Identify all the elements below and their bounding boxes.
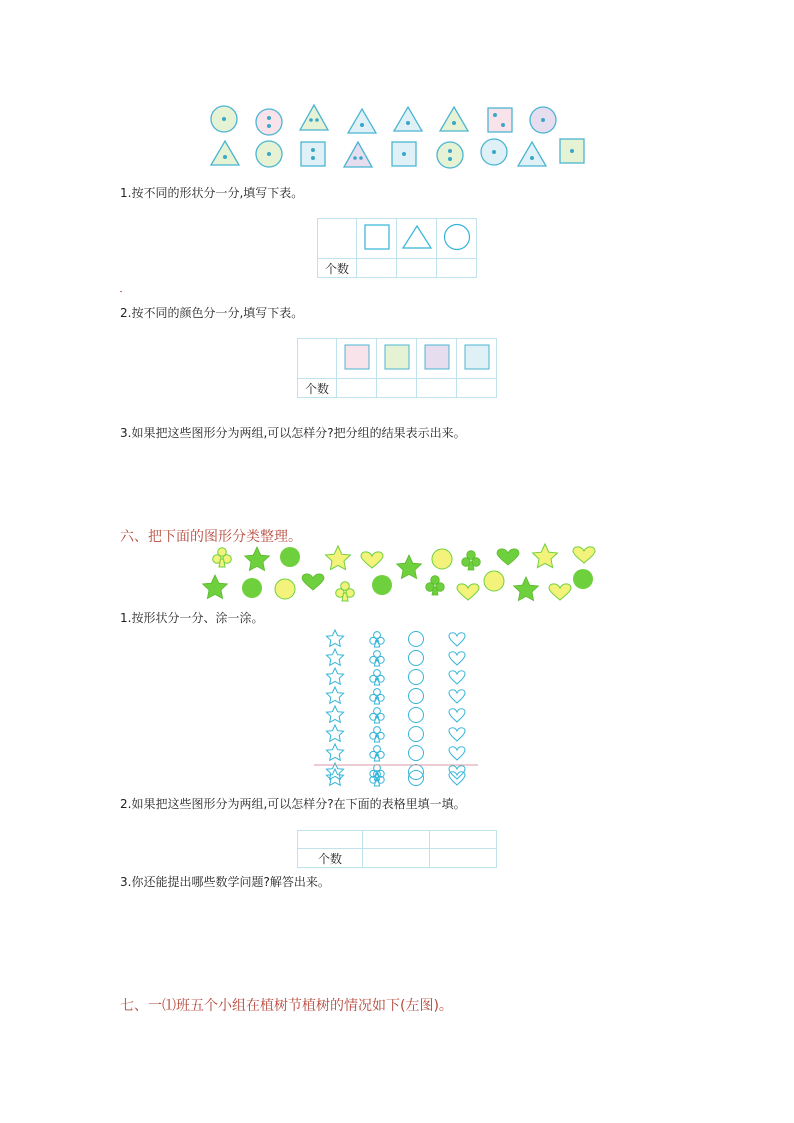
section6-title: 六、把下面的图形分类整理。 [120,529,302,545]
circle-icon [443,223,471,251]
answer-cell[interactable] [357,259,397,278]
shape-circle-1dot [530,107,556,133]
table-corner-cell [318,219,357,259]
pink-header-cell [337,339,377,379]
shapes-figure [200,100,600,172]
star-outline-cell[interactable] [326,744,343,760]
club-shape [462,551,481,570]
answer-cell[interactable] [417,379,457,398]
section6-q2-label: 2.如果把这些图形分为两组,可以怎样分?在下面的表格里填一填。 [120,797,466,811]
shape-triangle-1dot [518,142,546,166]
star-outline-cell[interactable] [326,725,343,741]
circle-outline-cell[interactable] [409,708,424,723]
club-outline-cell[interactable] [370,632,384,647]
square-icon [364,224,390,250]
club-shape [336,582,355,601]
circle-outline-cell[interactable] [409,689,424,704]
table-corner-cell [298,339,337,379]
heart-outline-cell[interactable] [449,633,465,646]
shape-circle-1dot [256,141,282,167]
shape-square-2dot [488,108,512,132]
club-label-icon [370,771,384,786]
heart-outline-cell[interactable] [449,690,465,703]
star-shape [326,546,351,570]
coloring-grid[interactable] [310,628,482,792]
circle-shape [432,549,452,569]
club-outline-cell[interactable] [370,708,384,723]
circle-shape [573,569,593,589]
answer-cell[interactable] [430,849,497,868]
green-header-cell [377,339,417,379]
club-outline-cell[interactable] [370,727,384,742]
circle-shape [484,571,504,591]
section7-title: 七、一⑴班五个小组在植树节植树的情况如下(左图)。 [120,998,453,1014]
circle-outline-cell[interactable] [409,727,424,742]
heart-shape [302,574,324,590]
answer-cell[interactable] [363,849,430,868]
heart-shape [457,584,479,600]
answer-cell[interactable] [437,259,477,278]
heart-outline-cell[interactable] [449,671,465,684]
triangle-header-cell [397,219,437,259]
pink-swatch-icon [344,344,370,370]
heart-outline-cell[interactable] [449,652,465,665]
shape-triangle-2dot [344,142,372,167]
blue-header-cell [457,339,497,379]
circle-outline-cell[interactable] [409,670,424,685]
star-outline-cell[interactable] [326,706,343,722]
count-label-cell: 个数 [298,379,337,398]
star-shape [533,544,558,568]
circle-shape [372,575,392,595]
color-count-table [297,338,497,398]
heart-shape [361,552,383,568]
club-outline-cell[interactable] [370,746,384,761]
star-outline-cell[interactable] [326,668,343,684]
answer-cell[interactable] [457,379,497,398]
table-corner-cell [298,831,363,849]
blue-swatch-icon [464,344,490,370]
answer-cell[interactable] [397,259,437,278]
club-outline-cell[interactable] [370,670,384,685]
circle-outline-cell[interactable] [409,746,424,761]
star-outline-cell[interactable] [326,649,343,665]
shape-circle-2dot [437,142,463,168]
club-outline-cell[interactable] [370,689,384,704]
circle-header-cell [437,219,477,259]
count-label-cell: 个数 [318,259,357,278]
star-shape [397,555,422,579]
purple-swatch-icon [424,344,450,370]
circle-outline-cell[interactable] [409,651,424,666]
star-shape [203,575,228,599]
square-header-cell [357,219,397,259]
shape-triangle-1dot [394,107,422,131]
circle-shape [275,579,295,599]
shape-square-2dot [301,142,325,166]
purple-header-cell [417,339,457,379]
shape-triangle-1dot [211,141,239,165]
q1-label: 1.按不同的形状分一分,填写下表。 [120,186,304,200]
q3-label: 3.如果把这些图形分为两组,可以怎样分?把分组的结果表示出来。 [120,426,466,440]
section6-q3-label: 3.你还能提出哪些数学问题?解答出来。 [120,875,330,889]
answer-cell[interactable] [337,379,377,398]
circle-shape [242,578,262,598]
star-outline-cell[interactable] [326,687,343,703]
star-outline-cell[interactable] [326,630,343,646]
club-shape [426,576,445,595]
club-outline-cell[interactable] [370,651,384,666]
star-shape [514,577,539,601]
heart-outline-cell[interactable] [449,747,465,760]
triangle-icon [402,224,432,250]
star-shape [245,547,270,571]
shape-triangle-1dot [440,107,468,131]
circle-outline-cell[interactable] [409,632,424,647]
shape-circle-1dot [481,139,507,165]
section6-q1-label: 1.按形状分一分、涂一涂。 [120,611,264,625]
heart-outline-cell[interactable] [449,728,465,741]
two-group-table [297,830,497,868]
shape-square-1dot [560,139,584,163]
shape-count-table [317,218,477,278]
group-cell[interactable] [363,831,430,849]
circle-shape [280,547,300,567]
shape-circle-2dot [256,109,282,135]
heart-shape [497,549,519,565]
heart-outline-cell[interactable] [449,709,465,722]
q2-label: 2.按不同的颜色分一分,填写下表。 [120,306,304,320]
green-swatch-icon [384,344,410,370]
shape-triangle-2dot [300,105,328,130]
shape-circle-1dot [211,106,237,132]
answer-cell[interactable] [377,379,417,398]
count-label-cell: 个数 [298,849,363,868]
shape-square-1dot [392,142,416,166]
section6-shapes-figure [196,540,600,606]
heart-shape [549,584,571,600]
shape-triangle-1dot [348,109,376,133]
group-cell[interactable] [430,831,497,849]
heart-shape [573,547,595,563]
club-shape [213,548,232,567]
stray-mark [120,291,122,292]
